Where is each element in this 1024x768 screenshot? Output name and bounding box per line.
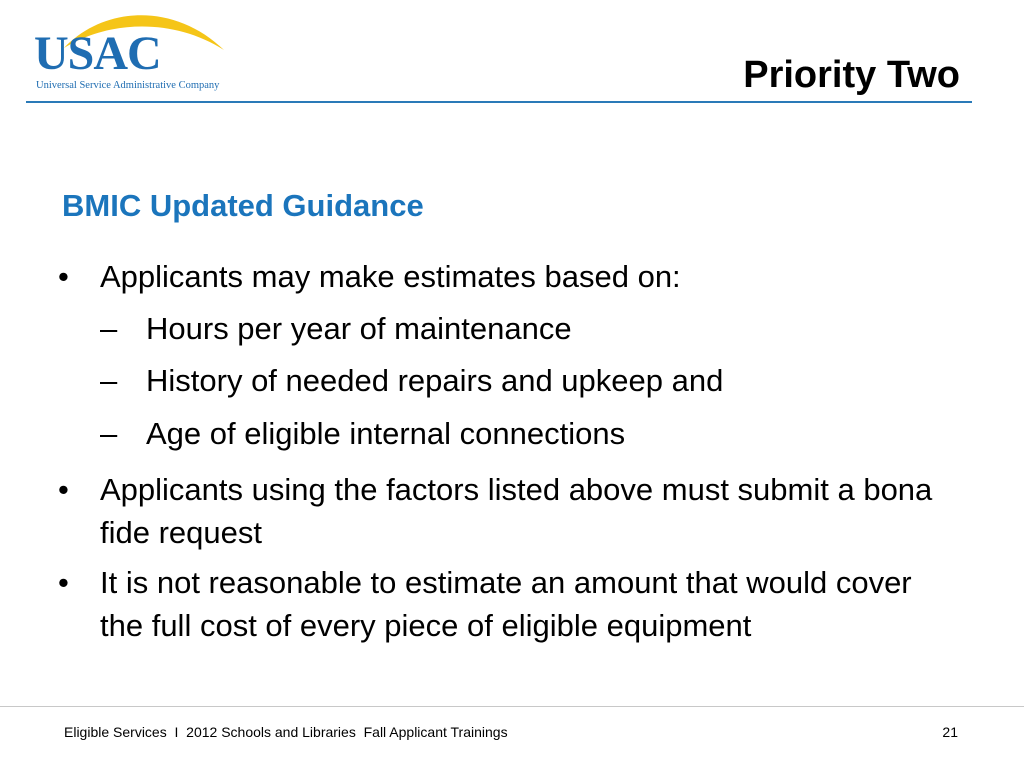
sub-bullet-text: Age of eligible internal connections: [146, 416, 626, 452]
sub-bullet-text: Hours per year of maintenance: [146, 310, 572, 346]
bullet-list: [56, 256, 956, 656]
section-heading: BMIC Updated Guidance: [62, 188, 424, 223]
logo-tagline: Universal Service Administrative Company: [36, 80, 220, 91]
bullet-item: [56, 562, 956, 648]
footer-divider: [0, 706, 1024, 707]
sub-bullet-item: [100, 303, 956, 356]
bullet-marker: •: [58, 471, 69, 507]
usac-logo: [24, 8, 244, 98]
dash-marker: –: [100, 310, 118, 346]
page-number: 21: [942, 724, 958, 740]
bullet-marker: •: [58, 565, 69, 601]
footer-caption: Eligible Services I 2012 Schools and Libraries Fall Applicant Trainings: [64, 724, 508, 740]
sub-bullet-item: [100, 408, 956, 461]
sub-bullet-list: [100, 303, 956, 461]
dash-marker: –: [100, 363, 118, 399]
bullet-text: Applicants may make estimates based on:: [100, 259, 681, 294]
dash-marker: –: [100, 416, 118, 452]
bullet-item: [56, 256, 956, 461]
sub-bullet-item: [100, 355, 956, 408]
bullet-item: [56, 469, 956, 555]
header-divider: [26, 101, 972, 103]
sub-bullet-text: History of needed repairs and upkeep and: [146, 363, 724, 399]
page-title: Priority Two: [743, 54, 960, 96]
bullet-text: Applicants using the factors listed above must submit a bona fide request: [100, 471, 933, 550]
bullet-text: It is not reasonable to estimate an amount that would cover the full cost of every piece of eligible equipment: [100, 565, 912, 644]
logo-wordmark: USAC: [34, 27, 161, 80]
bullet-marker: •: [58, 259, 69, 294]
